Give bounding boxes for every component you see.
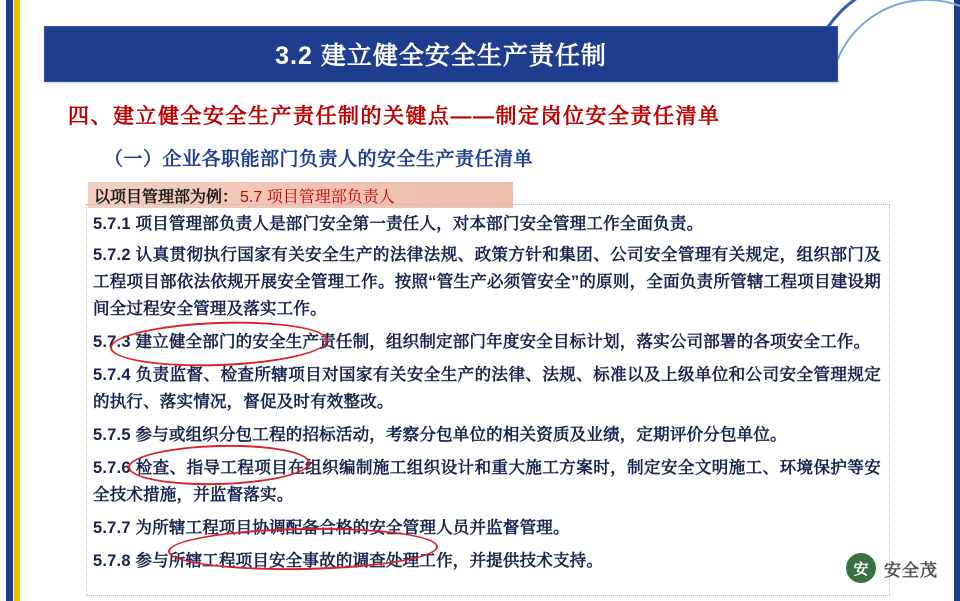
watermark-logo: [846, 553, 938, 583]
watermark-text: 安全茂: [884, 560, 938, 580]
left-accent-bar-blue: [6, 0, 13, 601]
example-label: 以项目管理部为例：: [94, 188, 239, 206]
list-item: 5.7.4 负责监督、检查所辖项目对国家有关安全生产的法律、法规、标准以及上级单位和公司安全管理规定的执行、落实情况，督促及时有效整改。: [93, 366, 881, 411]
list-item: 5.7.8 参与所辖工程项目安全事故的调查处理工作，并提供技术支持。: [93, 552, 604, 570]
page-title: 3.2 建立健全安全生产责任制: [275, 42, 607, 70]
list-item: 5.7.6 检查、指导工程项目在组织编制施工组织设计和重大施工方案时，制定安全文明施工、环境保护等安全技术措施，并监督落实。: [93, 459, 881, 504]
list-item: 5.7.3 建立健全部门的安全生产责任制，组织制定部门年度安全目标计划，落实公司部署的各项安全工作。: [93, 333, 871, 351]
list-item: 5.7.5 参与或组织分包工程的招标活动，考察分包单位的相关资质及业绩，定期评价分包单位。: [93, 426, 787, 444]
left-accent-bar-yellow: [14, 0, 20, 601]
sub-heading: （一）企业各职能部门负责人的安全生产责任清单: [104, 149, 534, 170]
list-item: 5.7.2 认真贯彻执行国家有关安全生产的法律法规、政策方针和集团、公司安全管理有关规定，组织部门及工程项目部依法依规开展安全管理工作。按照“管生产必须管安全”的原则，全面负责所管辖工程项目建设期间全过程安全管理及落实工作。: [93, 246, 881, 318]
watermark-mark-icon: 安: [846, 553, 876, 583]
section-heading: 四、建立健全安全生产责任制的关键点——制定岗位安全责任清单: [68, 105, 721, 128]
responsibility-list: [86, 204, 890, 596]
list-item: 5.7.7 为所辖工程项目协调配备合格的安全管理人员并监督管理。: [93, 519, 570, 537]
example-value: 5.7 项目管理部负责人: [240, 188, 395, 206]
list-item: 5.7.1 项目管理部负责人是部门安全第一责任人，对本部门安全管理工作全面负责。: [93, 215, 704, 233]
slide-title-banner: [44, 26, 838, 82]
right-accent-bar-blue: [954, 0, 960, 601]
